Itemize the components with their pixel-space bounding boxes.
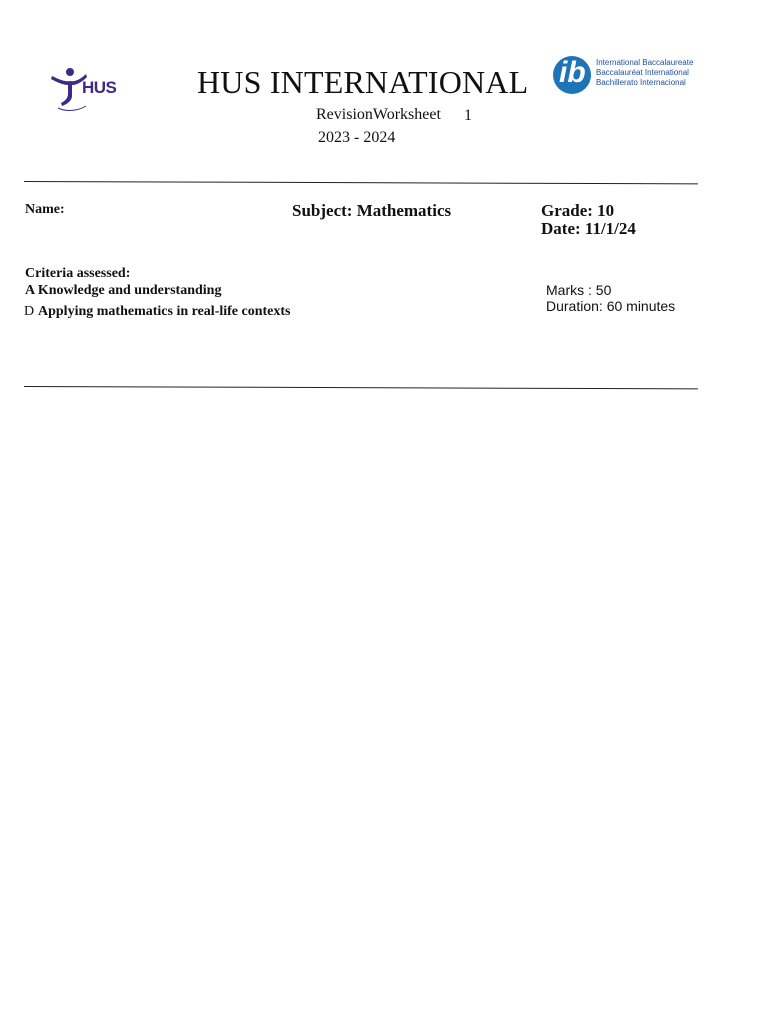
worksheet-title: RevisionWorksheet [316, 106, 441, 123]
marks-label: Marks : 50 [546, 282, 612, 298]
subject-label: Subject: Mathematics [292, 201, 452, 220]
hus-logo-text: HUS [82, 78, 117, 97]
top-divider [24, 181, 698, 184]
criteria-item-d-letter: D [24, 304, 35, 319]
name-label: Name: [25, 202, 65, 217]
date-label: Date: 11/1/24 [541, 219, 636, 238]
ib-line-english: International Baccalaureate [596, 58, 694, 67]
bottom-divider [24, 386, 698, 389]
school-name: HUS INTERNATIONAL [197, 64, 529, 100]
worksheet-number: 1 [464, 107, 472, 124]
criteria-item-d-text: Applying mathematics in real-life contexts [38, 304, 291, 319]
ib-mark-icon [553, 56, 591, 94]
ib-mark-text: ib [559, 56, 586, 89]
ib-logo [553, 56, 703, 98]
ib-line-french: Baccalauréat International [596, 68, 689, 77]
duration-label: Duration: 60 minutes [546, 298, 676, 314]
academic-year: 2023 - 2024 [318, 129, 396, 146]
ib-logo-lines [596, 58, 693, 88]
criteria-item-a: A Knowledge and understanding [25, 283, 222, 298]
grade-label: Grade: 10 [541, 201, 615, 220]
ib-line-spanish: Bachillerato Internacional [596, 78, 686, 87]
hus-logo [48, 64, 128, 114]
criteria-heading: Criteria assessed: [25, 266, 131, 281]
